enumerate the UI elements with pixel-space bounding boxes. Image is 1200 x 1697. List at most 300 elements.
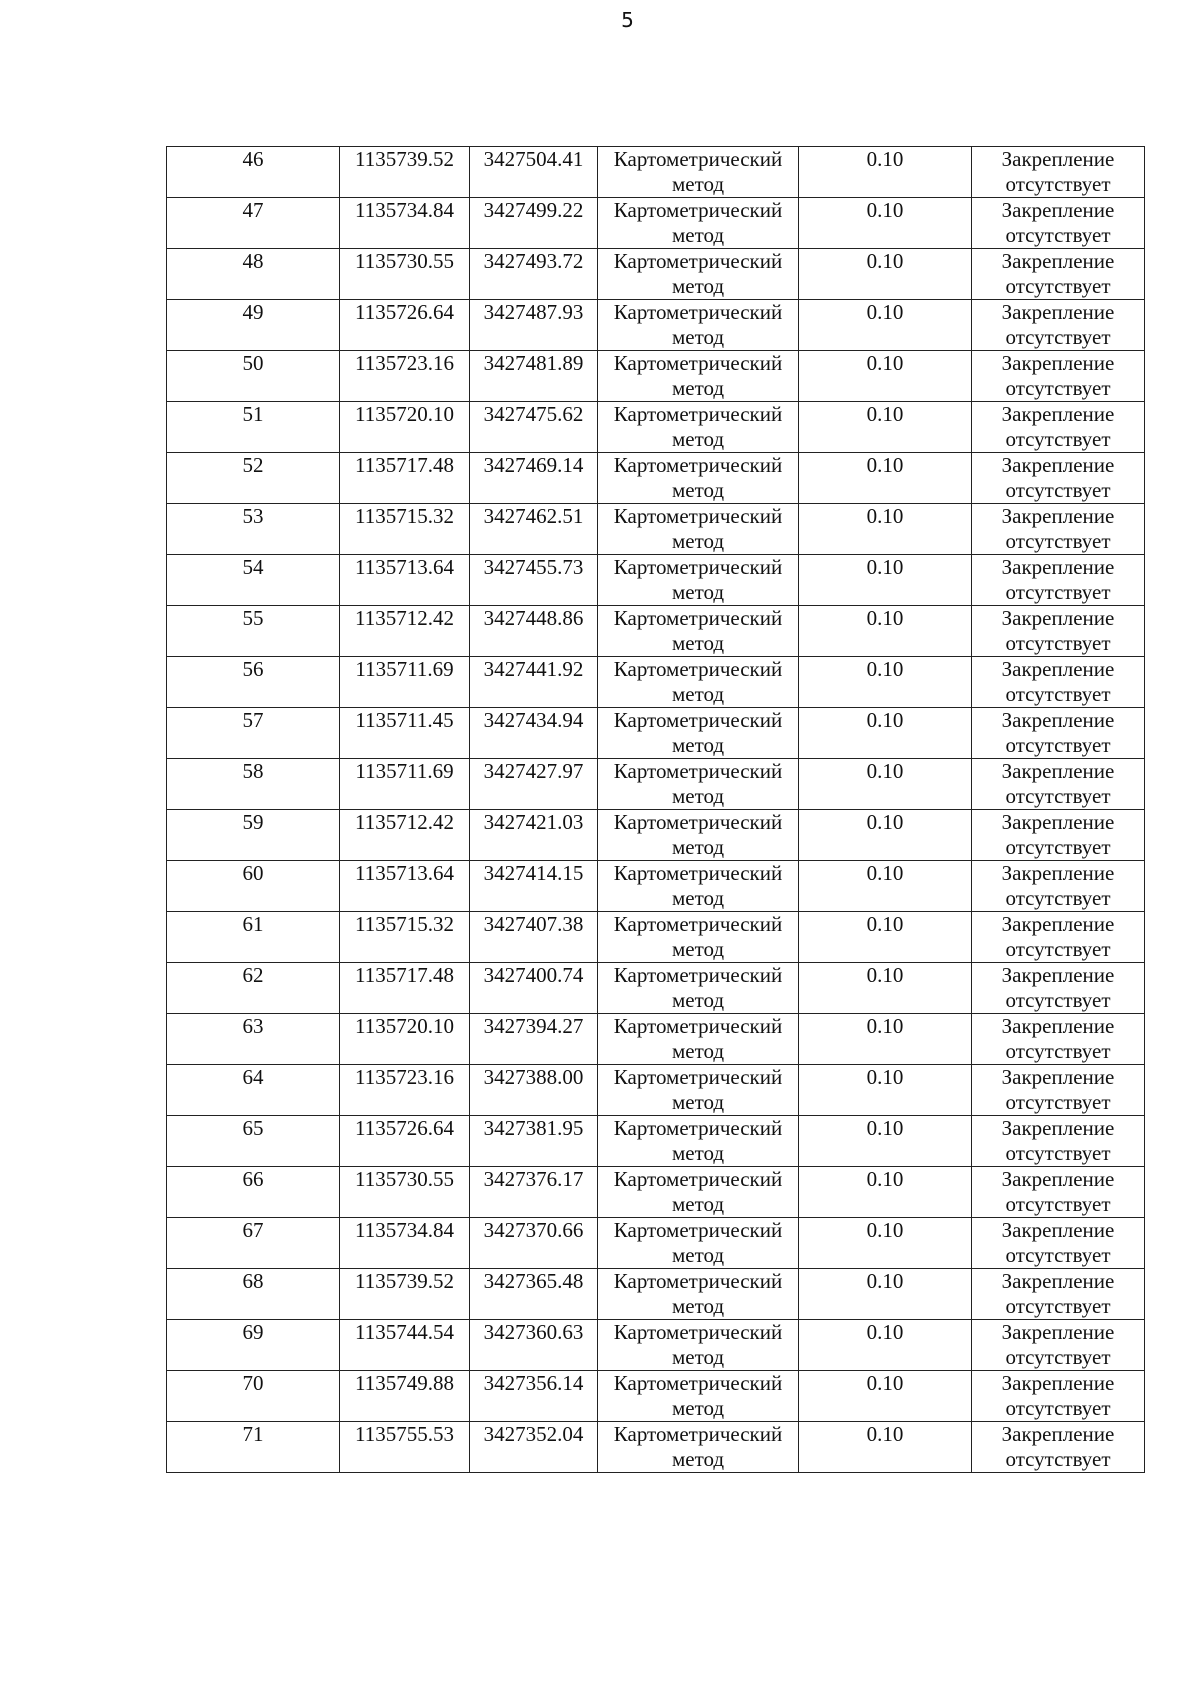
x-coordinate-text: 1135726.64 — [355, 1116, 454, 1140]
fixation-cell — [972, 606, 1145, 657]
fixation-text: Закрепление — [1001, 963, 1115, 987]
fixation-text: Закрепление — [1001, 657, 1115, 681]
fixation-text: отсутствует — [1005, 937, 1111, 961]
method-cell — [598, 1269, 799, 1320]
point-number-text: 57 — [242, 708, 264, 732]
fixation-text: отсутствует — [1005, 1090, 1111, 1114]
accuracy-cell — [799, 657, 972, 708]
fixation-text: отсутствует — [1005, 835, 1111, 859]
method-text: Картометрический — [613, 504, 783, 528]
y-coordinate-text: 3427487.93 — [483, 300, 584, 324]
fixation-text: отсутствует — [1005, 631, 1111, 655]
method-text: Картометрический — [613, 1320, 783, 1344]
x-coordinate-text: 1135711.69 — [355, 759, 454, 783]
accuracy-text: 0.10 — [866, 759, 904, 783]
method-text: Картометрический — [613, 759, 783, 783]
accuracy-text: 0.10 — [866, 1218, 904, 1242]
accuracy-text: 0.10 — [866, 504, 904, 528]
x-coordinate-text: 1135730.55 — [355, 1167, 454, 1191]
y-coordinate-cell — [470, 453, 598, 504]
fixation-text: Закрепление — [1001, 1167, 1115, 1191]
accuracy-cell — [799, 147, 972, 198]
x-coordinate-text: 1135726.64 — [355, 300, 454, 324]
x-coordinate-cell — [340, 198, 470, 249]
fixation-text: отсутствует — [1005, 784, 1111, 808]
method-text: метод — [671, 1345, 725, 1369]
method-text: Картометрический — [613, 249, 783, 273]
point-number-text: 61 — [242, 912, 264, 936]
method-text: Картометрический — [613, 1422, 783, 1446]
x-coordinate-text: 1135730.55 — [355, 249, 454, 273]
x-coordinate-text: 1135739.52 — [355, 147, 454, 171]
fixation-text: отсутствует — [1005, 682, 1111, 706]
accuracy-cell — [799, 708, 972, 759]
table-row — [167, 1116, 1145, 1167]
fixation-cell — [972, 402, 1145, 453]
fixation-text: Закрепление — [1001, 1269, 1115, 1293]
point-number-text: 59 — [242, 810, 264, 834]
method-cell — [598, 504, 799, 555]
point-number-text: 65 — [242, 1116, 264, 1140]
x-coordinate-cell — [340, 861, 470, 912]
fixation-text: Закрепление — [1001, 861, 1115, 885]
fixation-cell — [972, 861, 1145, 912]
accuracy-text: 0.10 — [866, 1422, 904, 1446]
point-number-cell — [167, 1371, 340, 1422]
fixation-text: Закрепление — [1001, 759, 1115, 783]
accuracy-text: 0.10 — [866, 606, 904, 630]
x-coordinate-cell — [340, 555, 470, 606]
fixation-text: отсутствует — [1005, 886, 1111, 910]
accuracy-text: 0.10 — [866, 249, 904, 273]
fixation-cell — [972, 759, 1145, 810]
method-cell — [598, 147, 799, 198]
fixation-text: отсутствует — [1005, 1447, 1111, 1471]
fixation-cell — [972, 657, 1145, 708]
fixation-text: Закрепление — [1001, 1320, 1115, 1344]
x-coordinate-cell — [340, 147, 470, 198]
x-coordinate-cell — [340, 759, 470, 810]
x-coordinate-text: 1135711.45 — [355, 708, 454, 732]
y-coordinate-text: 3427365.48 — [483, 1269, 584, 1293]
point-number-cell — [167, 453, 340, 504]
accuracy-text: 0.10 — [866, 1371, 904, 1395]
y-coordinate-text: 3427407.38 — [483, 912, 584, 936]
accuracy-cell — [799, 198, 972, 249]
method-text: метод — [671, 1447, 725, 1471]
method-text: метод — [671, 1039, 725, 1063]
fixation-text: Закрепление — [1001, 351, 1115, 375]
fixation-text: Закрепление — [1001, 1065, 1115, 1089]
fixation-text: Закрепление — [1001, 147, 1115, 171]
method-cell — [598, 759, 799, 810]
method-cell — [598, 1422, 799, 1473]
point-number-cell — [167, 198, 340, 249]
point-number-cell — [167, 912, 340, 963]
accuracy-text: 0.10 — [866, 402, 904, 426]
table-row — [167, 147, 1145, 198]
table-row — [167, 402, 1145, 453]
x-coordinate-cell — [340, 1014, 470, 1065]
accuracy-text: 0.10 — [866, 300, 904, 324]
accuracy-cell — [799, 1371, 972, 1422]
accuracy-text: 0.10 — [866, 1116, 904, 1140]
accuracy-cell — [799, 759, 972, 810]
method-text: метод — [671, 274, 725, 298]
y-coordinate-text: 3427370.66 — [483, 1218, 584, 1242]
table-row — [167, 1014, 1145, 1065]
y-coordinate-cell — [470, 708, 598, 759]
method-text: метод — [671, 784, 725, 808]
table-row — [167, 606, 1145, 657]
point-number-text: 63 — [242, 1014, 264, 1038]
y-coordinate-cell — [470, 1014, 598, 1065]
accuracy-text: 0.10 — [866, 912, 904, 936]
table-row — [167, 351, 1145, 402]
table-row — [167, 912, 1145, 963]
point-number-cell — [167, 1422, 340, 1473]
y-coordinate-cell — [470, 402, 598, 453]
point-number-cell — [167, 606, 340, 657]
y-coordinate-text: 3427448.86 — [483, 606, 584, 630]
x-coordinate-cell — [340, 300, 470, 351]
method-cell — [598, 657, 799, 708]
method-text: Картометрический — [613, 861, 783, 885]
method-text: метод — [671, 1396, 725, 1420]
method-text: метод — [671, 682, 725, 706]
point-number-cell — [167, 1269, 340, 1320]
fixation-cell — [972, 1371, 1145, 1422]
x-coordinate-cell — [340, 1218, 470, 1269]
fixation-text: отсутствует — [1005, 580, 1111, 604]
table-row — [167, 708, 1145, 759]
method-text: метод — [671, 631, 725, 655]
point-number-text: 56 — [242, 657, 264, 681]
table-row — [167, 1218, 1145, 1269]
x-coordinate-cell — [340, 657, 470, 708]
y-coordinate-text: 3427427.97 — [483, 759, 584, 783]
table-row — [167, 1065, 1145, 1116]
accuracy-text: 0.10 — [866, 657, 904, 681]
y-coordinate-cell — [470, 1320, 598, 1371]
page-number: 5 — [621, 8, 634, 32]
method-text: Картометрический — [613, 1218, 783, 1242]
point-number-cell — [167, 759, 340, 810]
point-number-text: 50 — [242, 351, 264, 375]
table-row — [167, 657, 1145, 708]
method-text: Картометрический — [613, 402, 783, 426]
fixation-text: Закрепление — [1001, 708, 1115, 732]
method-cell — [598, 1218, 799, 1269]
method-text: метод — [671, 223, 725, 247]
fixation-text: отсутствует — [1005, 1039, 1111, 1063]
y-coordinate-cell — [470, 759, 598, 810]
point-number-cell — [167, 708, 340, 759]
y-coordinate-text: 3427388.00 — [483, 1065, 584, 1089]
x-coordinate-cell — [340, 1065, 470, 1116]
point-number-cell — [167, 1116, 340, 1167]
x-coordinate-cell — [340, 453, 470, 504]
method-cell — [598, 402, 799, 453]
accuracy-cell — [799, 1065, 972, 1116]
y-coordinate-text: 3427360.63 — [483, 1320, 584, 1344]
y-coordinate-cell — [470, 861, 598, 912]
point-number-text: 70 — [242, 1371, 264, 1395]
fixation-text: Закрепление — [1001, 198, 1115, 222]
fixation-text: отсутствует — [1005, 478, 1111, 502]
x-coordinate-cell — [340, 1371, 470, 1422]
fixation-text: отсутствует — [1005, 733, 1111, 757]
fixation-cell — [972, 708, 1145, 759]
y-coordinate-cell — [470, 1371, 598, 1422]
method-text: Картометрический — [613, 300, 783, 324]
x-coordinate-text: 1135720.10 — [355, 1014, 454, 1038]
point-number-cell — [167, 300, 340, 351]
x-coordinate-text: 1135749.88 — [355, 1371, 454, 1395]
method-text: метод — [671, 733, 725, 757]
point-number-cell — [167, 1320, 340, 1371]
fixation-text: Закрепление — [1001, 810, 1115, 834]
method-text: Картометрический — [613, 1269, 783, 1293]
point-number-text: 46 — [242, 147, 264, 171]
y-coordinate-cell — [470, 606, 598, 657]
method-text: Картометрический — [613, 1065, 783, 1089]
method-cell — [598, 198, 799, 249]
method-text: Картометрический — [613, 708, 783, 732]
y-coordinate-text: 3427493.72 — [483, 249, 584, 273]
accuracy-text: 0.10 — [866, 1167, 904, 1191]
x-coordinate-cell — [340, 504, 470, 555]
y-coordinate-text: 3427421.03 — [483, 810, 584, 834]
method-text: Картометрический — [613, 555, 783, 579]
y-coordinate-cell — [470, 555, 598, 606]
x-coordinate-cell — [340, 351, 470, 402]
fixation-text: отсутствует — [1005, 427, 1111, 451]
accuracy-text: 0.10 — [866, 555, 904, 579]
y-coordinate-cell — [470, 963, 598, 1014]
accuracy-cell — [799, 606, 972, 657]
fixation-text: Закрепление — [1001, 1116, 1115, 1140]
accuracy-text: 0.10 — [866, 453, 904, 477]
accuracy-text: 0.10 — [866, 1320, 904, 1344]
x-coordinate-text: 1135720.10 — [355, 402, 454, 426]
table-row — [167, 1371, 1145, 1422]
accuracy-cell — [799, 1014, 972, 1065]
fixation-text: отсутствует — [1005, 1243, 1111, 1267]
method-text: метод — [671, 1294, 725, 1318]
x-coordinate-cell — [340, 402, 470, 453]
method-text: Картометрический — [613, 351, 783, 375]
fixation-cell — [972, 1014, 1145, 1065]
x-coordinate-cell — [340, 1269, 470, 1320]
point-number-cell — [167, 555, 340, 606]
y-coordinate-cell — [470, 1167, 598, 1218]
x-coordinate-text: 1135739.52 — [355, 1269, 454, 1293]
x-coordinate-text: 1135713.64 — [355, 555, 454, 579]
method-text: метод — [671, 529, 725, 553]
fixation-text: отсутствует — [1005, 1141, 1111, 1165]
method-cell — [598, 351, 799, 402]
point-number-cell — [167, 147, 340, 198]
x-coordinate-cell — [340, 708, 470, 759]
y-coordinate-text: 3427394.27 — [483, 1014, 584, 1038]
fixation-text: Закрепление — [1001, 249, 1115, 273]
fixation-text: Закрепление — [1001, 555, 1115, 579]
accuracy-cell — [799, 453, 972, 504]
y-coordinate-text: 3427356.14 — [483, 1371, 584, 1395]
method-cell — [598, 1014, 799, 1065]
accuracy-cell — [799, 402, 972, 453]
y-coordinate-cell — [470, 198, 598, 249]
x-coordinate-text: 1135715.32 — [355, 912, 454, 936]
fixation-cell — [972, 1065, 1145, 1116]
fixation-text: Закрепление — [1001, 912, 1115, 936]
fixation-text: Закрепление — [1001, 300, 1115, 324]
method-text: Картометрический — [613, 963, 783, 987]
fixation-cell — [972, 810, 1145, 861]
accuracy-text: 0.10 — [866, 1269, 904, 1293]
fixation-cell — [972, 249, 1145, 300]
fixation-cell — [972, 963, 1145, 1014]
point-number-cell — [167, 810, 340, 861]
point-number-cell — [167, 861, 340, 912]
x-coordinate-cell — [340, 912, 470, 963]
method-text: Картометрический — [613, 1014, 783, 1038]
y-coordinate-text: 3427352.04 — [483, 1422, 584, 1446]
fixation-text: отсутствует — [1005, 376, 1111, 400]
y-coordinate-cell — [470, 1269, 598, 1320]
accuracy-text: 0.10 — [866, 963, 904, 987]
table-row — [167, 861, 1145, 912]
table-row — [167, 1320, 1145, 1371]
method-cell — [598, 300, 799, 351]
fixation-text: отсутствует — [1005, 172, 1111, 196]
fixation-text: отсутствует — [1005, 529, 1111, 553]
point-number-text: 51 — [242, 402, 264, 426]
method-cell — [598, 861, 799, 912]
method-text: Картометрический — [613, 912, 783, 936]
fixation-text: Закрепление — [1001, 1371, 1115, 1395]
accuracy-cell — [799, 1320, 972, 1371]
point-number-text: 49 — [242, 300, 264, 324]
point-number-text: 54 — [242, 555, 264, 579]
accuracy-cell — [799, 912, 972, 963]
method-text: метод — [671, 1243, 725, 1267]
point-number-cell — [167, 1218, 340, 1269]
point-number-text: 58 — [242, 759, 264, 783]
x-coordinate-text: 1135734.84 — [355, 1218, 454, 1242]
accuracy-cell — [799, 1116, 972, 1167]
method-text: метод — [671, 325, 725, 349]
table-row — [167, 1422, 1145, 1473]
method-text: метод — [671, 172, 725, 196]
point-number-text: 47 — [242, 198, 264, 222]
x-coordinate-text: 1135723.16 — [355, 351, 454, 375]
method-text: метод — [671, 886, 725, 910]
y-coordinate-cell — [470, 810, 598, 861]
fixation-cell — [972, 504, 1145, 555]
accuracy-text: 0.10 — [866, 351, 904, 375]
y-coordinate-text: 3427469.14 — [483, 453, 584, 477]
x-coordinate-text: 1135723.16 — [355, 1065, 454, 1089]
method-text: метод — [671, 427, 725, 451]
point-number-cell — [167, 402, 340, 453]
accuracy-text: 0.10 — [866, 1065, 904, 1089]
point-number-text: 60 — [242, 861, 264, 885]
point-number-cell — [167, 249, 340, 300]
accuracy-cell — [799, 555, 972, 606]
fixation-cell — [972, 1116, 1145, 1167]
point-number-cell — [167, 1065, 340, 1116]
y-coordinate-text: 3427381.95 — [483, 1116, 584, 1140]
y-coordinate-cell — [470, 504, 598, 555]
y-coordinate-cell — [470, 249, 598, 300]
fixation-cell — [972, 555, 1145, 606]
fixation-cell — [972, 198, 1145, 249]
point-number-cell — [167, 504, 340, 555]
x-coordinate-text: 1135717.48 — [355, 453, 454, 477]
accuracy-cell — [799, 300, 972, 351]
accuracy-text: 0.10 — [866, 1014, 904, 1038]
fixation-text: Закрепление — [1001, 1014, 1115, 1038]
method-text: метод — [671, 835, 725, 859]
x-coordinate-cell — [340, 606, 470, 657]
method-text: Картометрический — [613, 606, 783, 630]
table-row — [167, 300, 1145, 351]
x-coordinate-cell — [340, 249, 470, 300]
y-coordinate-text: 3427455.73 — [483, 555, 584, 579]
accuracy-cell — [799, 1269, 972, 1320]
method-cell — [598, 912, 799, 963]
y-coordinate-cell — [470, 1422, 598, 1473]
y-coordinate-cell — [470, 912, 598, 963]
method-cell — [598, 1065, 799, 1116]
method-text: Картометрический — [613, 1167, 783, 1191]
table-row — [167, 249, 1145, 300]
y-coordinate-text: 3427434.94 — [483, 708, 584, 732]
y-coordinate-text: 3427475.62 — [483, 402, 584, 426]
x-coordinate-text: 1135734.84 — [355, 198, 454, 222]
point-number-text: 48 — [242, 249, 264, 273]
y-coordinate-cell — [470, 1065, 598, 1116]
method-cell — [598, 708, 799, 759]
point-number-text: 68 — [242, 1269, 264, 1293]
fixation-text: отсутствует — [1005, 1396, 1111, 1420]
coordinates-table — [166, 146, 1145, 1473]
point-number-text: 52 — [242, 453, 264, 477]
fixation-cell — [972, 453, 1145, 504]
accuracy-cell — [799, 249, 972, 300]
method-cell — [598, 555, 799, 606]
method-text: Картометрический — [613, 657, 783, 681]
y-coordinate-cell — [470, 351, 598, 402]
method-text: Картометрический — [613, 453, 783, 477]
table-row — [167, 453, 1145, 504]
point-number-text: 67 — [242, 1218, 264, 1242]
x-coordinate-text: 1135711.69 — [355, 657, 454, 681]
method-text: Картометрический — [613, 810, 783, 834]
accuracy-text: 0.10 — [866, 198, 904, 222]
point-number-cell — [167, 657, 340, 708]
x-coordinate-text: 1135755.53 — [355, 1422, 454, 1446]
fixation-text: отсутствует — [1005, 223, 1111, 247]
point-number-cell — [167, 963, 340, 1014]
x-coordinate-cell — [340, 1167, 470, 1218]
point-number-text: 62 — [242, 963, 264, 987]
y-coordinate-cell — [470, 147, 598, 198]
fixation-cell — [972, 1167, 1145, 1218]
point-number-cell — [167, 1014, 340, 1065]
